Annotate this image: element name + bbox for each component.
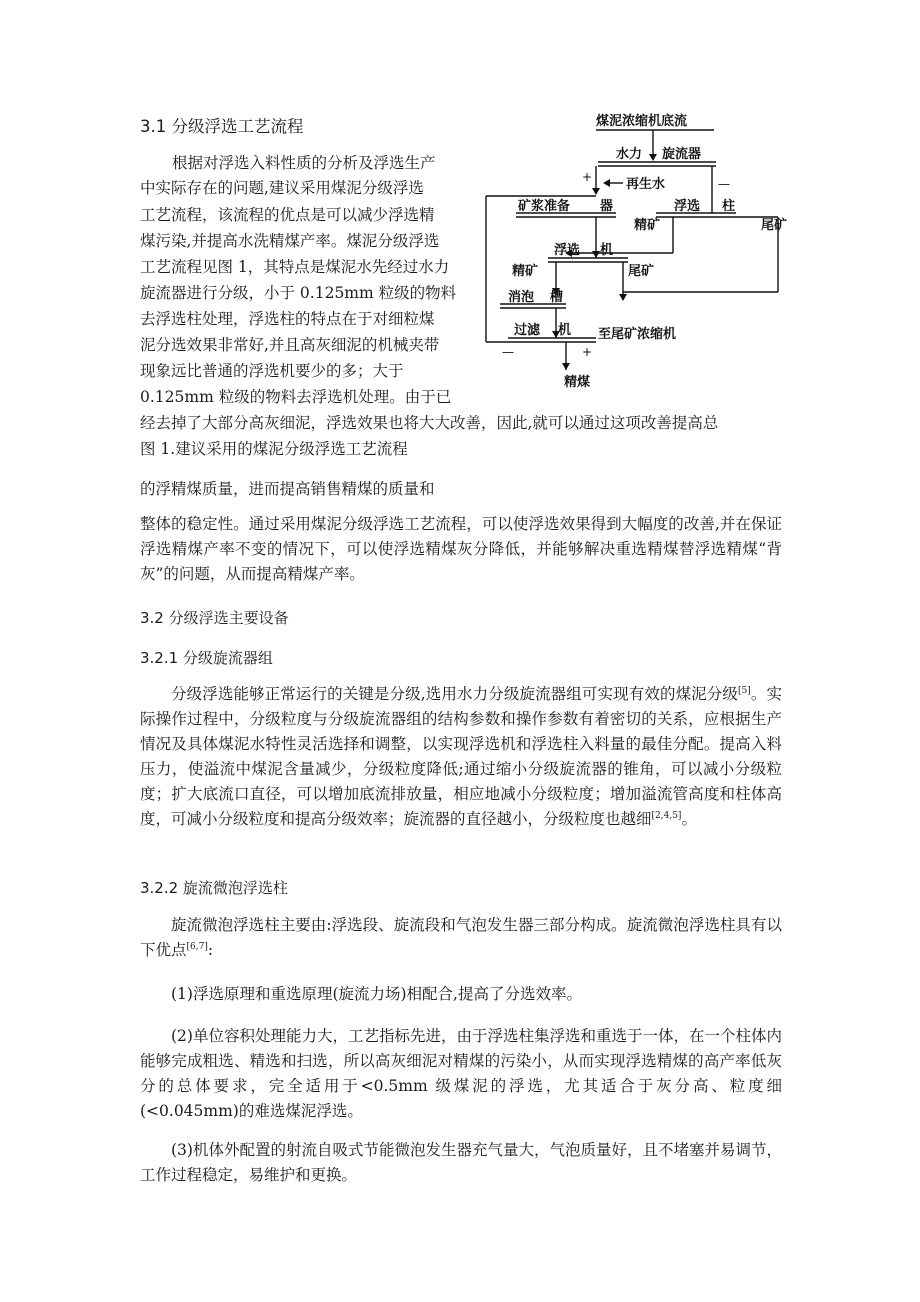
paragraph-text: 整体的稳定性。通过采用煤泥分级浮选工艺流程，可以使浮选效果得到大幅度的改善,并在保证浮选精煤产率不变的情况下，可以使浮选精煤灰分降低，并能够解决重选精煤替浮选精煤“背灰”的问题，从而提高精煤产率。 (140, 515, 782, 583)
label-cyclone-a: 水力 (616, 147, 643, 162)
text-span: : (207, 941, 214, 959)
paragraph-text (140, 913, 782, 963)
text-line: 现象远比普通的浮选机要少的多；大于 (140, 362, 404, 380)
citation: [2,4,5] (651, 810, 682, 821)
label-machine-a: 浮选 (554, 243, 581, 258)
label-machine-conc: 精矿 (512, 264, 539, 279)
paragraph (140, 913, 782, 963)
text-line: 旋流器进行分级，小于 0.125mm 粒级的物料 (140, 284, 457, 302)
paragraph (140, 682, 782, 832)
text-line: 去浮选柱处理，浮选柱的特点在于对细粒煤 (140, 310, 435, 328)
label-filter-b: 机 (558, 323, 572, 338)
citation: [6,7] (186, 941, 208, 952)
text-line: 工艺流程见图 1，其特点是煤泥水先经过水力 (140, 258, 450, 276)
label-cyclone-b: 旋流器 (662, 147, 702, 162)
label-regen-water: 再生水 (626, 177, 666, 192)
text-span: 旋流微泡浮选柱主要由:浮选段、旋流段和气泡发生器三部分构成。旋流微泡浮选柱具有以下优点 (140, 916, 782, 959)
text-span: 。实际操作过程中，分级粒度与分级旋流器组的结构参数和操作参数有着密切的关系，应根据生产情况及具体煤泥水特性灵活选择和调整，以实现浮选机和浮选柱入料量的最佳分配。提高入料压力，使溢流中煤泥含量减少，分级粒度降低;通过缩小分级旋流器的锥角，可以减小分级粒度；扩大底流口直径，可以增加底流排放量，相应地减小分级粒度；增加溢流管高度和柱体高度，可减小分级粒度和提高分级效率；旋流器的直径越小，分级粒度也越细 (140, 685, 782, 828)
label-column-conc: 精矿 (634, 218, 661, 233)
label-plus-2: + (582, 345, 593, 359)
list-item-text: (1)浮选原理和重选原理(旋流力场)相配合,提高了分选效率。 (171, 985, 582, 1003)
paragraph (140, 512, 782, 587)
label-machine-tail: 尾矿 (628, 264, 655, 279)
label-column-tail: 尾矿 (761, 218, 788, 233)
label-pulp-prep-b: 器 (600, 199, 614, 214)
text-line: 经去掉了大部分高灰细泥，浮选效果也将大大改善，因此,就可以通过这项改善提高总 (140, 414, 719, 432)
label-column-a: 浮选 (674, 199, 701, 214)
list-item (140, 1138, 782, 1188)
citation: [5] (738, 685, 751, 696)
label-minus: — (718, 177, 730, 191)
text-line: 煤污染,并提高水洗精煤产率。煤泥分级浮选 (140, 232, 440, 250)
section-3-2-1-title: 3.2.1 分级旋流器组 (140, 649, 273, 667)
text-line: 0.125mm 粒级的物料去浮选机处理。由于已 (140, 388, 452, 406)
label-minus-2: — (502, 345, 514, 359)
figure-caption: 图 1.建议采用的煤泥分级浮选工艺流程 (140, 440, 408, 458)
flowsheet-diagram (478, 108, 818, 392)
text-line: 泥分选效果非常好,并且高灰细泥的机械夹带 (140, 336, 440, 354)
list-item-text: (2)单位容积处理能力大，工艺指标先进，由于浮选柱集浮选和重选于一体，在一个柱体内能够完成粗选、精选和扫选，所以高灰细泥对精煤的污染小，从而实现浮选精煤的高产率低灰分的总体要求，完全适用于<0.5mm 级煤泥的浮选，尤其适合于灰分高、粒度细(<0.045mm)的难选煤泥浮选。 (140, 1027, 782, 1120)
text-line: 工艺流程，该流程的优点是可以减少浮选精 (140, 206, 435, 224)
list-item (140, 1024, 782, 1124)
text-span: 分级浮选能够正常运行的关键是分级,选用水力分级旋流器组可实现有效的煤泥分级 (171, 685, 739, 703)
list-item (140, 982, 782, 1007)
label-machine-b: 机 (600, 243, 614, 258)
section-3-2-2-title: 3.2.2 旋流微泡浮选柱 (140, 879, 288, 897)
label-to-thickener: 至尾矿浓缩机 (598, 327, 677, 342)
label-clean-coal: 精煤 (564, 375, 591, 390)
label-column-b: 柱 (722, 199, 736, 214)
text-line: 根据对浮选入料性质的分析及浮选生产 (172, 154, 436, 172)
text-line: 的浮精煤质量，进而提高销售精煤的质量和 (140, 480, 435, 498)
label-filter-a: 过滤 (514, 323, 541, 338)
label-plus: + (582, 170, 593, 184)
label-top-feed: 煤泥浓缩机底流 (596, 114, 688, 129)
list-item-text: (3)机体外配置的射流自吸式节能微泡发生器充气量大，气泡质量好，且不堵塞并易调节，工作过程稳定，易维护和更换。 (140, 1141, 782, 1184)
label-defoam-a: 消泡 (508, 290, 535, 305)
paragraph-text (140, 682, 782, 832)
section-3-1-title: 3.1 分级浮选工艺流程 (140, 117, 304, 136)
section-3-2-title: 3.2 分级浮选主要设备 (140, 609, 289, 627)
label-defoam-b: 槽 (550, 290, 564, 305)
label-pulp-prep-a: 矿浆准备 (518, 199, 571, 214)
text-line: 中实际存在的问题,建议采用煤泥分级浮选 (140, 179, 424, 197)
text-span: 。 (681, 810, 697, 828)
